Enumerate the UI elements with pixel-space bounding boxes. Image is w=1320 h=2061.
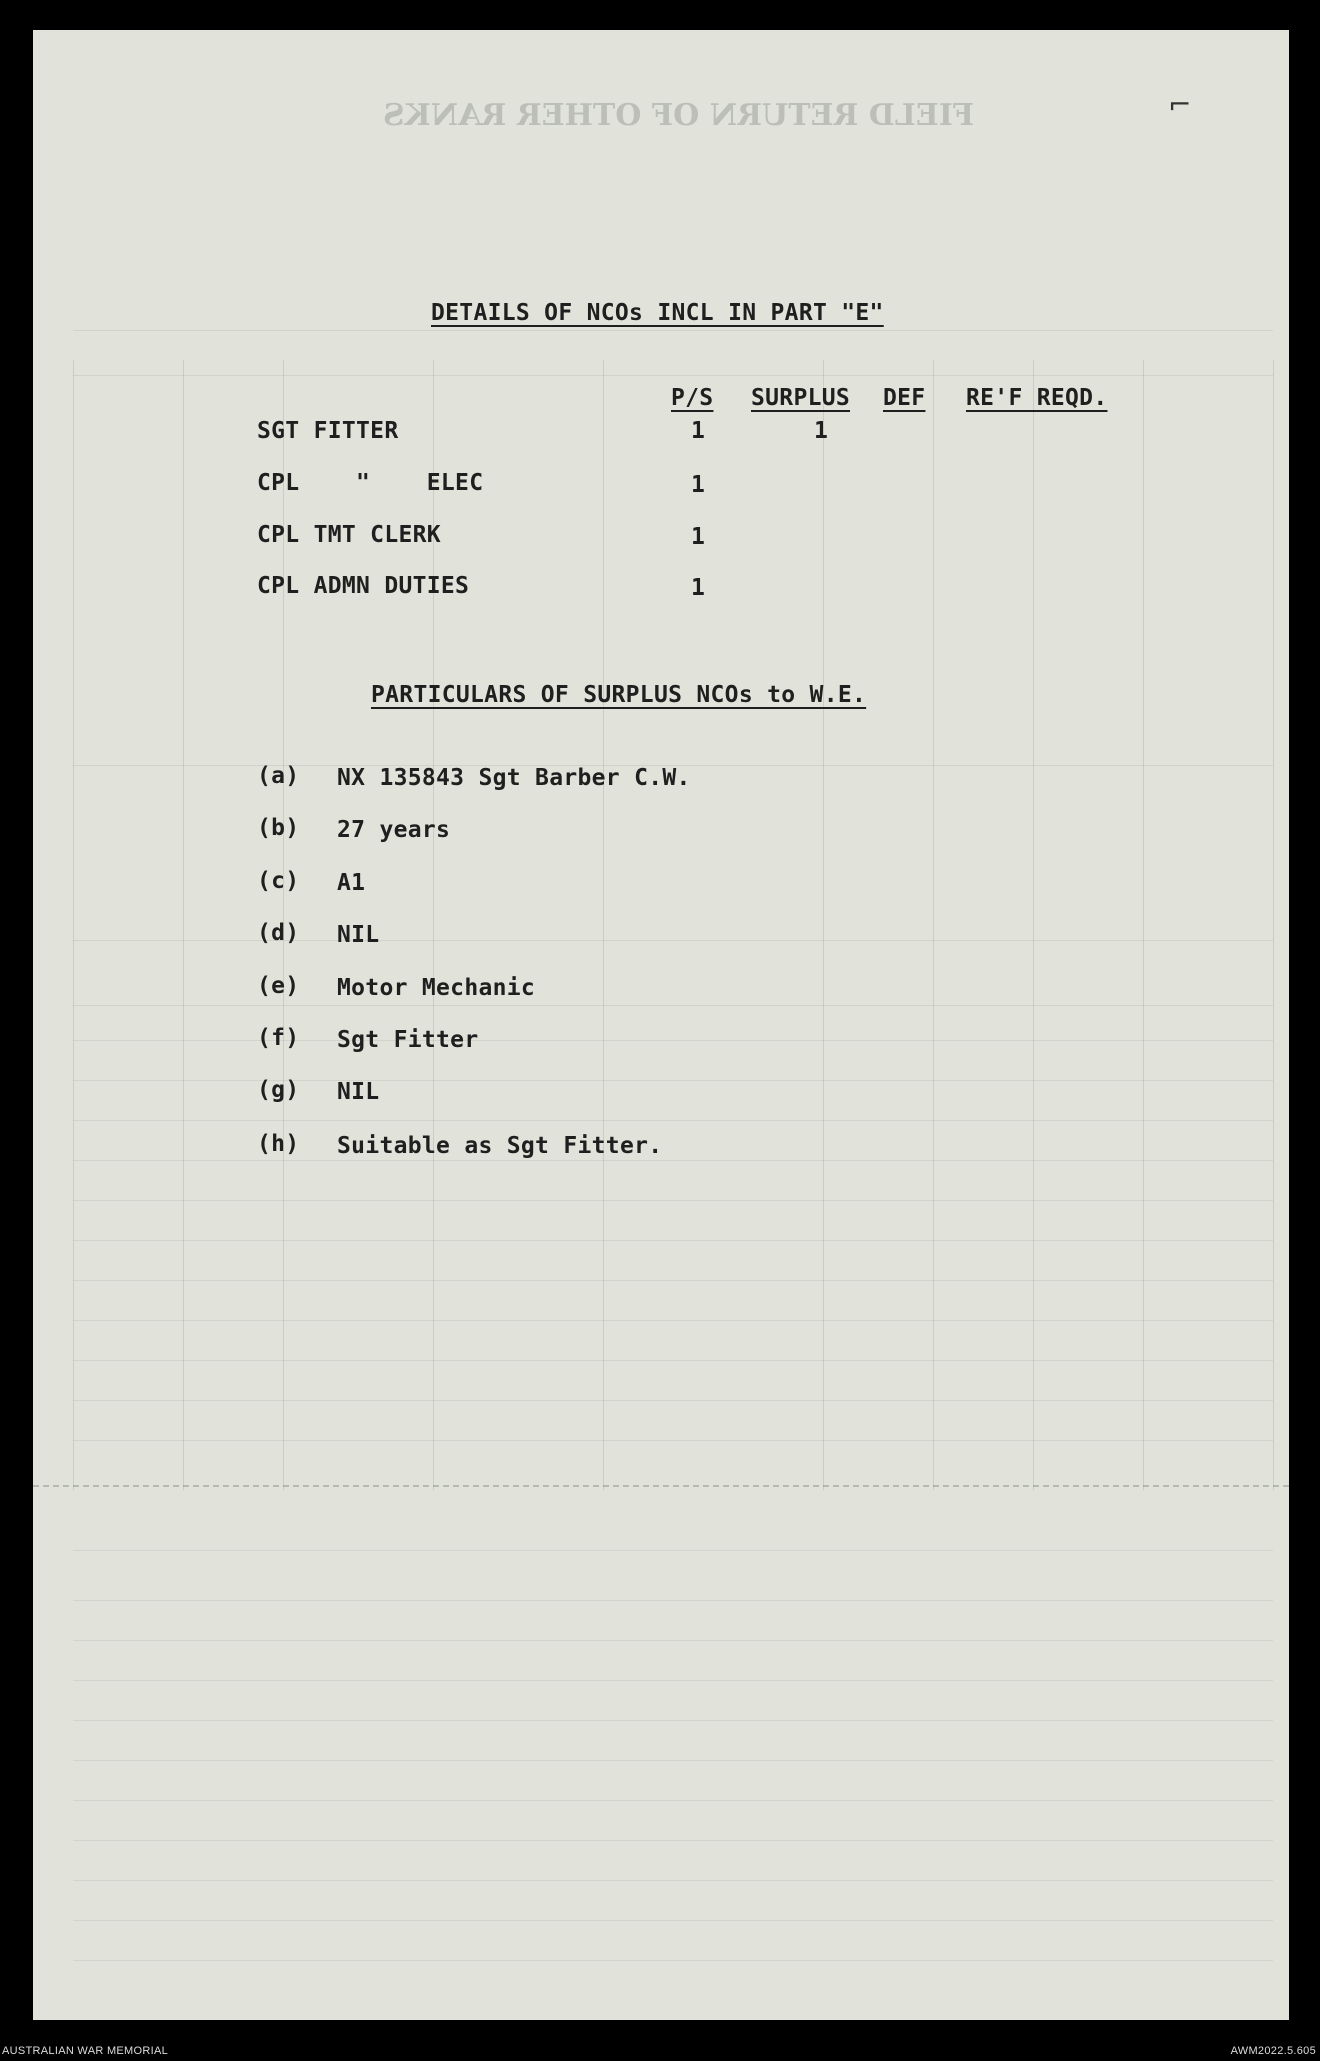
form-rule <box>73 1320 1273 1321</box>
form-rule <box>73 1040 1273 1041</box>
position-name: CPL " ELEC <box>257 470 484 496</box>
position-surplus: 1 <box>814 418 829 444</box>
form-column-line <box>1273 360 1274 1490</box>
particular-value: Sgt Fitter <box>337 1027 479 1053</box>
form-rule <box>73 1400 1273 1401</box>
document-page <box>33 30 1289 2020</box>
position-ps: 1 <box>691 575 706 601</box>
footer-source: AUSTRALIAN WAR MEMORIAL <box>2 2045 169 2057</box>
form-rule <box>73 1440 1273 1441</box>
position-ps: 1 <box>691 418 706 444</box>
particular-label: (a) <box>257 763 300 789</box>
particular-value: Motor Mechanic <box>337 975 536 1001</box>
form-rule <box>73 1800 1273 1801</box>
position-name: CPL ADMN DUTIES <box>257 573 470 599</box>
particular-label: (g) <box>257 1077 300 1103</box>
form-rule <box>73 1360 1273 1361</box>
form-rule <box>73 1760 1273 1761</box>
position-ps: 1 <box>691 472 706 498</box>
particular-label: (d) <box>257 920 300 946</box>
particular-value: NX 135843 Sgt Barber C.W. <box>337 765 691 791</box>
particular-value: A1 <box>337 870 366 896</box>
form-rule <box>73 1550 1273 1551</box>
particular-value: Suitable as Sgt Fitter. <box>337 1133 663 1159</box>
show-through-title: FIELD RETURN OF OTHER RANKS <box>383 98 975 133</box>
form-rule <box>73 940 1273 941</box>
form-rule <box>73 1680 1273 1681</box>
particular-label: (b) <box>257 815 300 841</box>
particular-value: NIL <box>337 1079 380 1105</box>
form-rule <box>73 1600 1273 1601</box>
form-rule <box>73 1200 1273 1201</box>
form-rule <box>73 1160 1273 1161</box>
form-rule <box>73 330 1273 331</box>
form-rule <box>73 1960 1273 1961</box>
particular-value: NIL <box>337 922 380 948</box>
position-name: SGT FITTER <box>257 418 399 444</box>
form-rule <box>73 1840 1273 1841</box>
position-name: CPL TMT CLERK <box>257 522 441 548</box>
column-header-ps: P/S <box>671 385 714 411</box>
particulars-heading: PARTICULARS OF SURPLUS NCOs to W.E. <box>371 682 867 708</box>
particular-value: 27 years <box>337 817 451 843</box>
form-rule <box>73 1640 1273 1641</box>
form-rule <box>73 1720 1273 1721</box>
column-header-reinf: RE'F REQD. <box>966 385 1108 411</box>
form-rule <box>73 1240 1273 1241</box>
particular-label: (h) <box>257 1131 300 1157</box>
particular-label: (f) <box>257 1025 300 1051</box>
particular-label: (c) <box>257 868 300 894</box>
form-rule <box>73 375 1273 376</box>
position-ps: 1 <box>691 524 706 550</box>
footer-accession-number: AWM2022.5.605 <box>1230 2045 1316 2057</box>
pencil-mark: ⌐ <box>1168 88 1192 121</box>
form-rule <box>73 1120 1273 1121</box>
form-rule <box>73 1880 1273 1881</box>
form-rule <box>73 1920 1273 1921</box>
form-rule <box>73 1080 1273 1081</box>
form-rule <box>73 1005 1273 1006</box>
particular-label: (e) <box>257 973 300 999</box>
perforation-line <box>33 1485 1289 1487</box>
form-rule <box>73 1280 1273 1281</box>
column-header-def: DEF <box>883 385 926 411</box>
details-heading: DETAILS OF NCOs INCL IN PART "E" <box>431 300 884 326</box>
column-header-surplus: SURPLUS <box>751 385 851 411</box>
